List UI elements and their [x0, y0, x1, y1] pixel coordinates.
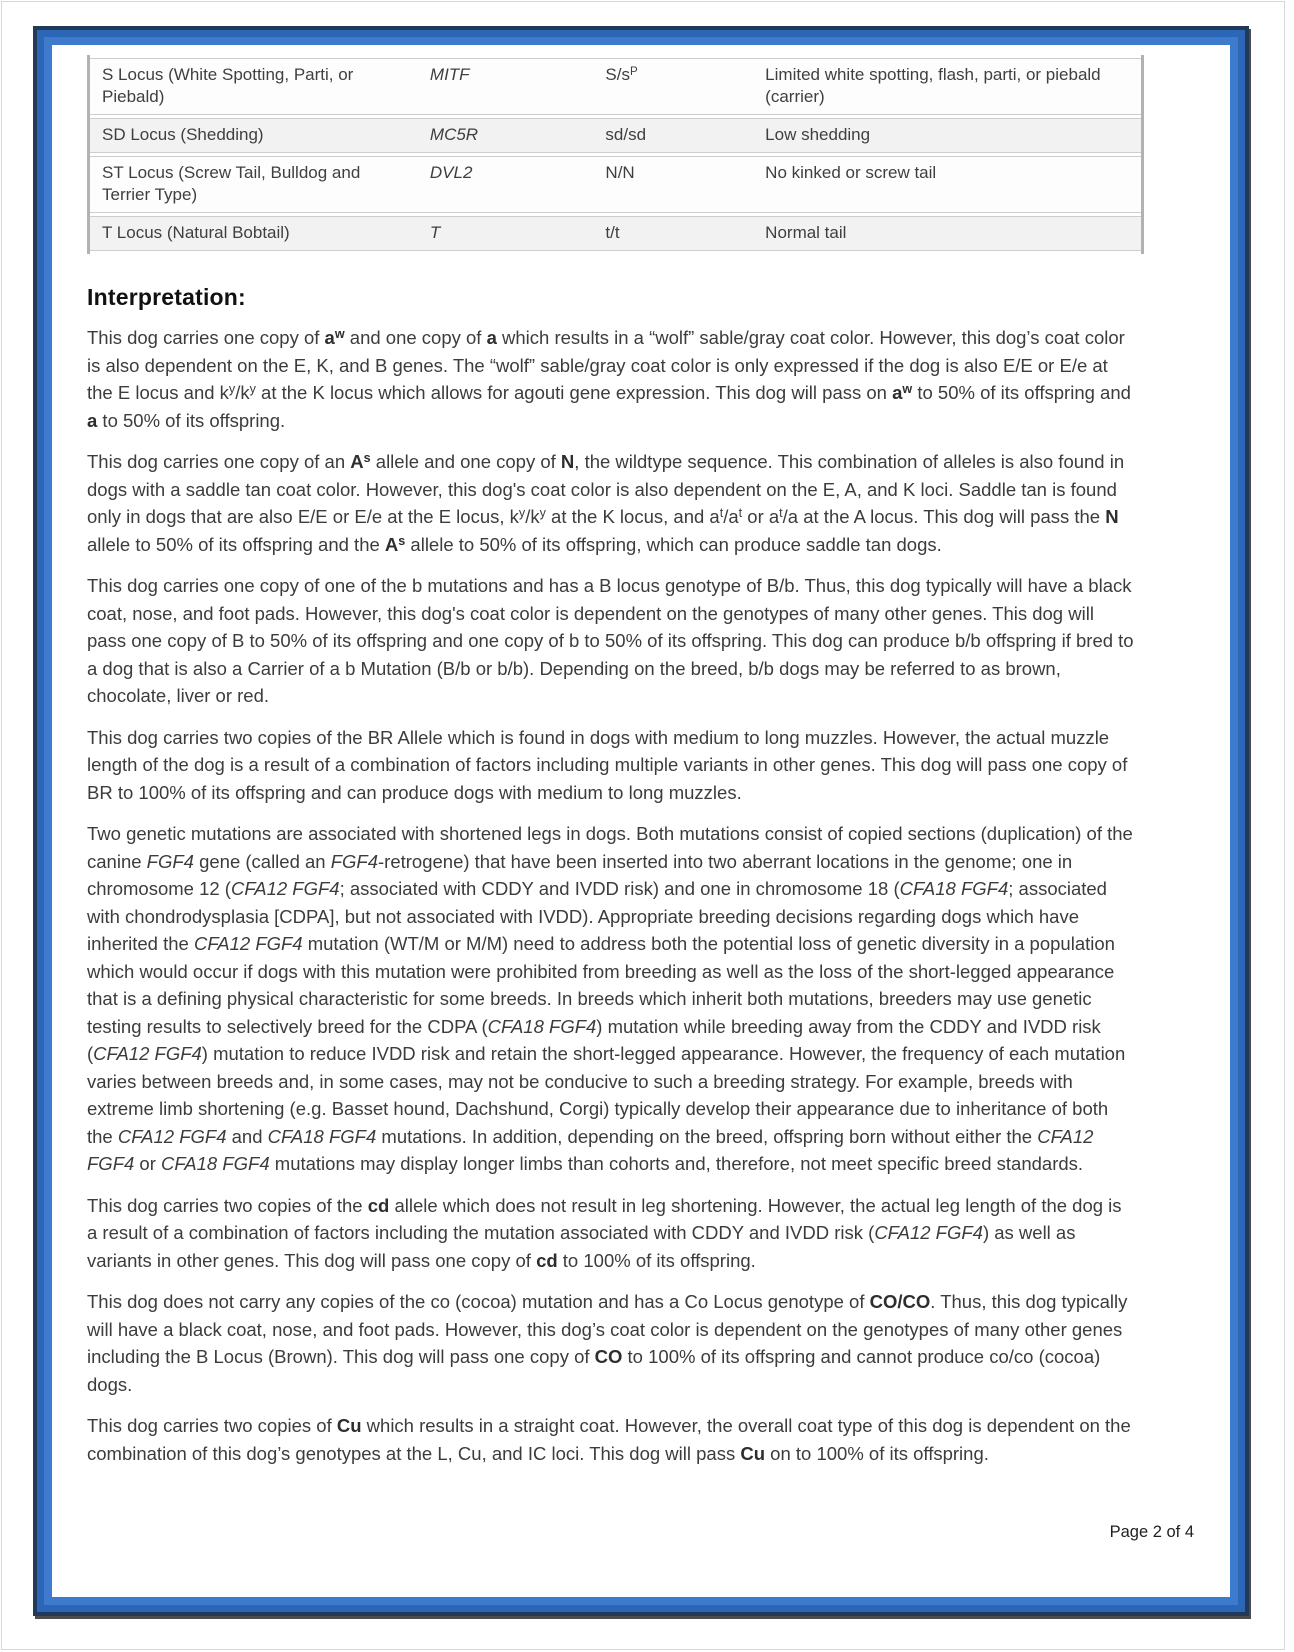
interpretation-paragraph: This dog does not carry any copies of the co (cocoa) mutation and has a Co Locus genotype of CO/CO. Thus, this dog typically will have a black coat, nose, and foot pads. However, this dog’s coat color is dependent on the genotypes of many other genes including the B Locus (Brown). This dog will pass one copy of CO to 100% of its offspring and cannot produce co/co (cocoa) dogs.: [87, 1291, 1128, 1395]
interpretation-paragraph: This dog carries one copy of an $A^s$ allele and one copy of N, the wildtype sequence. This combination of alleles is also found in dogs with a saddle tan coat color. However, this dog's coat color is also dependent on the E, A, and K loci. Saddle tan is found only in dogs that are also E/E or E/e at the E locus, $k^y/k^y$ at the K locus, and $a^t/a^t$ or $a^t/a$ at the A locus. This dog will pass the N allele to 50% of its offspring and the $A^s$ allele to 50% of its offspring, which can produce saddle tan dogs.: [87, 451, 1125, 555]
interpretation-paragraph: Two genetic mutations are associated with shortened legs in dogs. Both mutations consist of copied sections (duplication) of the canine FGF4 gene (called an FGF4-retrogene) that have been inserted into two aberrant locations in the genome; one in chromosome 12 (CFA12 FGF4; associated with CDDY and IVDD risk) and one in chromosome 18 (CFA18 FGF4; associated with chondrodysplasia [CDPA], but not associated with IVDD). Appropriate breeding decisions regarding dogs which have inherited the CFA12 FGF4 mutation (WT/M or M/M) need to address both the potential loss of genetic diversity in a population which would occur if dogs with this mutation were prohibited from breeding as well as the loss of the short-legged appearance that is a defining physical characteristic for some breeds. In breeds which inherit both mutations, breeders may use genetic testing results to selectively breed for the CDPA (CFA18 FGF4) mutation while breeding away from the CDDY and IVDD risk (CFA12 FGF4) mutation to reduce IVDD risk and retain the short-legged appearance. However, the frequency of each mutation varies between breeds and, in some cases, may not be conducive to such a breeding strategy. For example, breeds with extreme limb shortening (e.g. Basset hound, Dachshund, Corgi) typically develop their appearance due to inheritance of both the CFA12 FGF4 and CFA18 FGF4 mutations. In addition, depending on the breed, offspring born without either the CFA12 FGF4 or CFA18 FGF4 mutations may display longer limbs than cohorts and, therefore, not meet specific breed standards.: [87, 823, 1133, 1174]
results-table-body: [90, 58, 1141, 251]
description-cell: No kinked or screw tail: [753, 156, 1141, 213]
table-row: [90, 216, 1141, 251]
gene-cell: DVL2: [418, 156, 594, 213]
genotype-cell: N/N: [593, 156, 753, 213]
genotype-results-table: [90, 55, 1141, 254]
locus-cell: T Locus (Natural Bobtail): [90, 216, 418, 251]
interpretation-paragraph: This dog carries one copy of one of the b mutations and has a B locus genotype of B/b. Thus, this dog typically will have a black coat, nose, and foot pads. However, this dog's coat color is dependent on the genotypes of many other genes. This dog will pass one copy of B to 50% of its offspring and one copy of b to 50% of its offspring. This dog can produce b/b offspring if bred to a dog that is also a Carrier of a b Mutation (B/b or b/b). Depending on the breed, b/b dogs may be referred to as brown, chocolate, liver or red.: [87, 575, 1134, 706]
genotype-cell: $S/s^P$: [593, 58, 753, 115]
locus-cell: SD Locus (Shedding): [90, 118, 418, 153]
interpretation-paragraph: This dog carries two copies of Cu which results in a straight coat. However, the overall coat type of this dog is dependent on the combination of this dog’s genotypes at the L, Cu, and IC loci. This dog will pass Cu on to 100% of its offspring.: [87, 1415, 1131, 1464]
report-border-blue-inner: [44, 37, 1238, 1605]
genotype-cell: t/t: [593, 216, 753, 251]
description-cell: Low shedding: [753, 118, 1141, 153]
table-row: [90, 58, 1141, 115]
table-row: [90, 118, 1141, 153]
locus-cell: ST Locus (Screw Tail, Bulldog and Terrier Type): [90, 156, 418, 213]
page-number: Page 2 of 4: [1109, 1523, 1194, 1541]
interpretation-paragraphs: [87, 324, 1195, 1467]
interpretation-paragraph: This dog carries two copies of the cd allele which does not result in leg shortening. However, the actual leg length of the dog is a result of a combination of factors including the mutation associated with CDDY and IVDD risk (CFA12 FGF4) as well as variants in other genes. This dog will pass one copy of cd to 100% of its offspring.: [87, 1194, 1122, 1271]
gene-cell: MC5R: [418, 118, 594, 153]
gene-cell: MITF: [418, 58, 594, 115]
report-page-content: [52, 45, 1230, 1597]
gene-cell: T: [418, 216, 594, 251]
description-cell: Limited white spotting, flash, parti, or piebald (carrier): [753, 58, 1141, 115]
interpretation-paragraph: This dog carries one copy of $a^w$ and one copy of a which results in a “wolf” sable/gray coat color. However, this dog’s coat color is also dependent on the E, K, and B genes. The “wolf” sable/gray coat color is only expressed if the dog is also E/E or E/e at the E locus and $k^y/k^y$ at the K locus which allows for agouti gene expression. This dog will pass on $a^w$ to 50% of its offspring and a to 50% of its offspring.: [87, 327, 1131, 431]
report-border-frame: [33, 26, 1249, 1616]
locus-cell: S Locus (White Spotting, Parti, or Piebald): [90, 58, 418, 115]
table-row: [90, 156, 1141, 213]
report-border-blue-outer: [37, 30, 1245, 1612]
genotype-results-table-wrap: [87, 55, 1144, 254]
genotype-cell: sd/sd: [593, 118, 753, 153]
interpretation-heading: Interpretation:: [87, 284, 246, 310]
interpretation-paragraph: This dog carries two copies of the BR Allele which is found in dogs with medium to long muzzles. However, the actual muzzle length of the dog is a result of a combination of factors including multiple variants in other genes. This dog will pass one copy of BR to 100% of its offspring and can produce dogs with medium to long muzzles.: [87, 726, 1128, 803]
description-cell: Normal tail: [753, 216, 1141, 251]
